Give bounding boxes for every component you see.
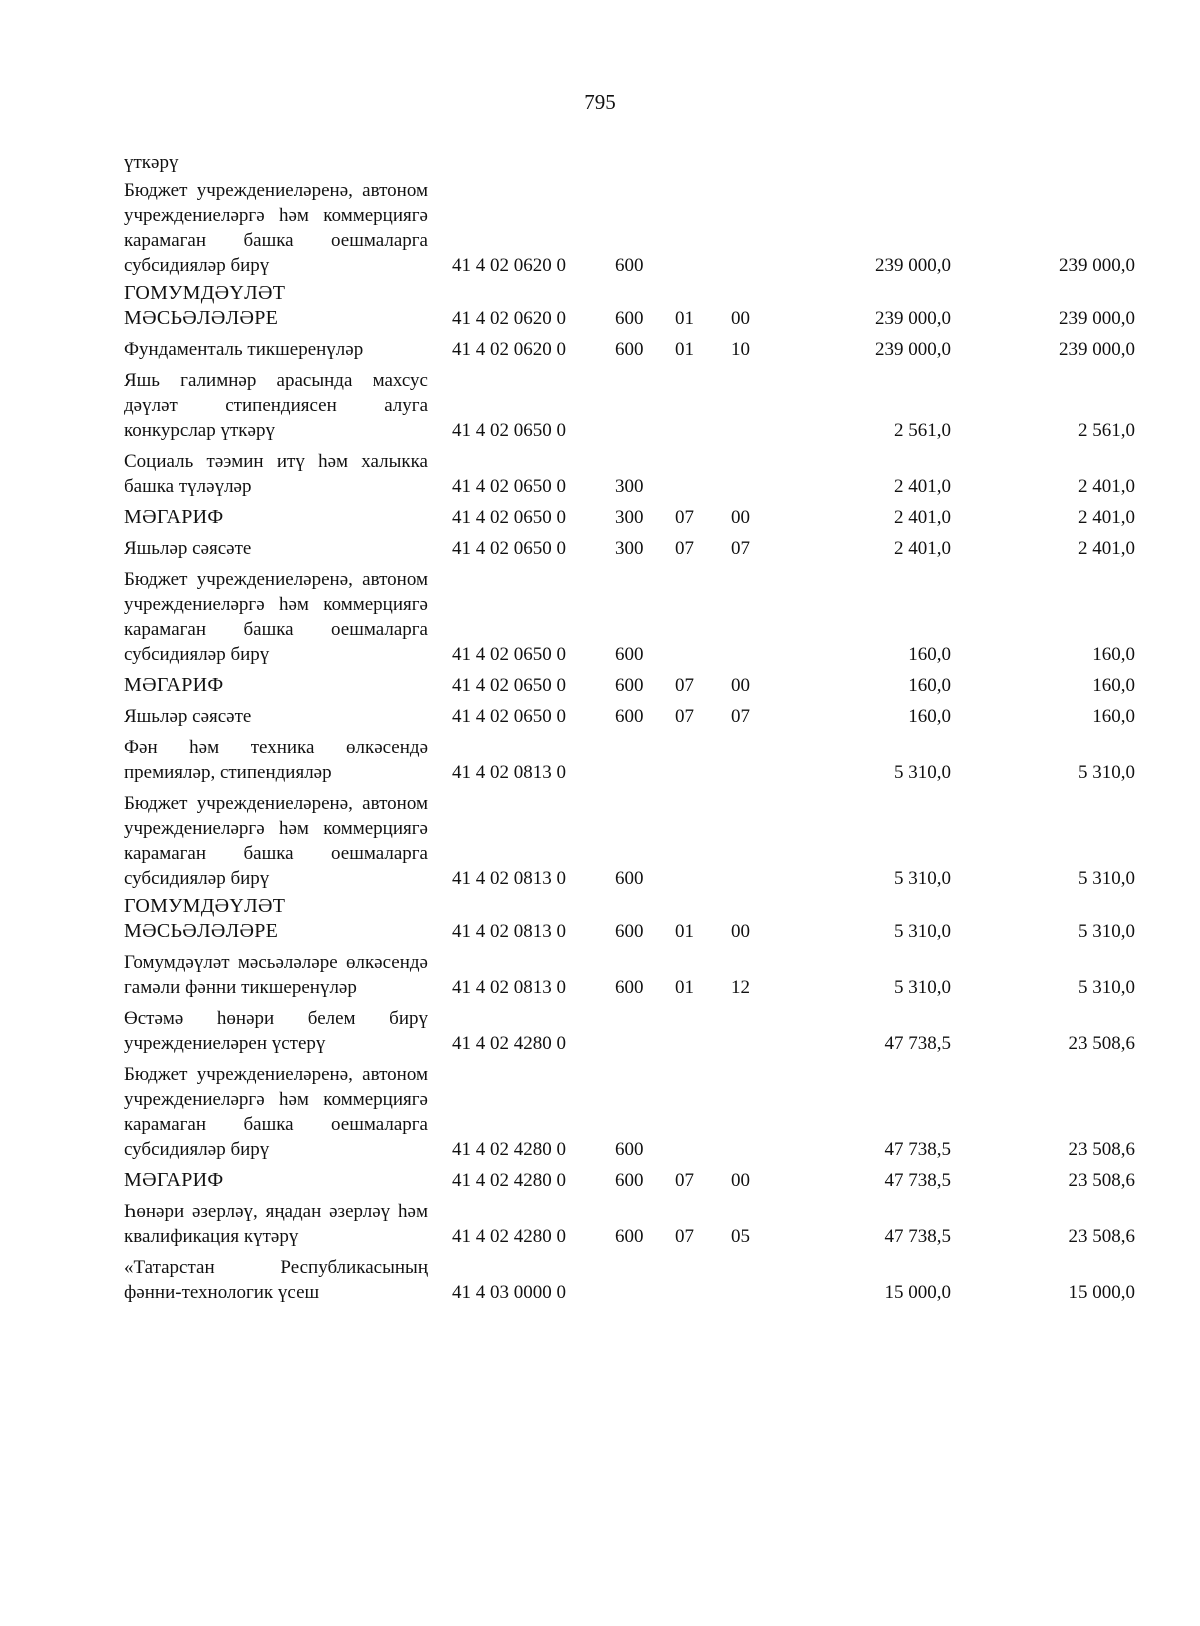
row-name: Өстәмә һөнәри белем бирү учреждениеләрен үстерү xyxy=(124,1008,428,1054)
row-section: 07 xyxy=(675,507,694,528)
row-sum-2: 239 000,0 xyxy=(1059,308,1135,329)
row-sum-2: 239 000,0 xyxy=(1059,255,1135,276)
row-code: 41 4 02 0650 0 xyxy=(452,644,566,665)
row-code: 41 4 02 4280 0 xyxy=(452,1226,566,1247)
row-expense-type: 600 xyxy=(615,1226,644,1247)
table-row xyxy=(124,791,1135,891)
table-row xyxy=(124,505,1135,530)
row-code: 41 4 02 0813 0 xyxy=(452,977,566,998)
row-expense-type: 600 xyxy=(615,868,644,889)
row-expense-type: 600 xyxy=(615,255,644,276)
row-code: 41 4 02 4280 0 xyxy=(452,1139,566,1160)
row-code: 41 4 02 0650 0 xyxy=(452,476,566,497)
table-row xyxy=(124,1255,1135,1305)
row-subsection: 00 xyxy=(731,675,750,696)
row-sum-2: 5 310,0 xyxy=(1078,868,1135,889)
row-section: 01 xyxy=(675,977,694,998)
row-sum-2: 15 000,0 xyxy=(1068,1282,1135,1303)
page-number: 795 xyxy=(584,90,616,114)
row-code: 41 4 02 4280 0 xyxy=(452,1170,566,1191)
row-sum-2: 2 561,0 xyxy=(1078,420,1135,441)
row-sum-1: 5 310,0 xyxy=(894,868,951,889)
row-subsection: 07 xyxy=(731,538,750,559)
row-sum-1: 239 000,0 xyxy=(875,255,951,276)
row-name: МӘГАРИФ xyxy=(124,506,224,528)
row-expense-type: 600 xyxy=(615,977,644,998)
row-name: Бюджет учреждениеләренә, автоном учреждениеләргә һәм коммерциягә карамаган башка оешмаларга субсидияләр бирү xyxy=(124,793,428,889)
row-code: 41 4 02 0650 0 xyxy=(452,706,566,727)
row-sum-1: 5 310,0 xyxy=(894,977,951,998)
row-sum-2: 23 508,6 xyxy=(1068,1226,1135,1247)
row-sum-1: 5 310,0 xyxy=(894,762,951,783)
row-code: 41 4 02 0620 0 xyxy=(452,255,566,276)
row-expense-type: 600 xyxy=(615,1170,644,1191)
table-row xyxy=(124,1168,1135,1193)
row-expense-type: 600 xyxy=(615,308,644,329)
table-row xyxy=(124,673,1135,698)
row-code: 41 4 02 0813 0 xyxy=(452,762,566,783)
row-sum-2: 23 508,6 xyxy=(1068,1170,1135,1191)
row-name: Социаль тәэмин итү һәм халыкка башка түләүләр xyxy=(124,451,428,497)
row-expense-type: 600 xyxy=(615,644,644,665)
table-row xyxy=(124,536,1135,561)
row-name: Гомумдәүләт мәсьәләләре өлкәсендә гамәли фәнни тикшеренүләр xyxy=(124,952,428,998)
row-subsection: 10 xyxy=(731,339,750,360)
row-section: 01 xyxy=(675,921,694,942)
row-code: 41 4 02 0620 0 xyxy=(452,339,566,360)
row-sum-2: 5 310,0 xyxy=(1078,762,1135,783)
table-row xyxy=(124,281,1135,331)
budget-table xyxy=(124,150,1135,1305)
row-section: 07 xyxy=(675,1170,694,1191)
row-sum-1: 47 738,5 xyxy=(884,1139,951,1160)
row-subsection: 12 xyxy=(731,977,750,998)
row-name: «Татарстан Республикасының фәнни-технологик үсеш xyxy=(124,1257,428,1303)
row-name: Яшьләр сәясәте xyxy=(124,706,252,727)
table-row xyxy=(124,704,1135,729)
row-expense-type: 300 xyxy=(615,507,644,528)
row-sum-1: 160,0 xyxy=(908,706,951,727)
row-sum-1: 2 401,0 xyxy=(894,476,951,497)
row-expense-type: 600 xyxy=(615,675,644,696)
row-expense-type: 600 xyxy=(615,1139,644,1160)
row-sum-1: 15 000,0 xyxy=(884,1282,951,1303)
row-sum-2: 160,0 xyxy=(1092,675,1135,696)
row-name: Һөнәри әзерләү, яңадан әзерләү һәм квалификация күтәрү xyxy=(124,1201,428,1247)
row-subsection: 00 xyxy=(731,921,750,942)
row-sum-2: 2 401,0 xyxy=(1078,538,1135,559)
row-name: Бюджет учреждениеләренә, автоном учреждениеләргә һәм коммерциягә карамаган башка оешмаларга субсидияләр бирү xyxy=(124,569,428,665)
row-name: ГОМУМДӘҮЛӘТ МӘСЬӘЛӘЛӘРЕ xyxy=(124,895,286,942)
table-row xyxy=(124,735,1135,785)
row-section: 01 xyxy=(675,308,694,329)
row-expense-type: 300 xyxy=(615,538,644,559)
row-section: 07 xyxy=(675,1226,694,1247)
table-row xyxy=(124,150,1120,175)
row-code: 41 4 03 0000 0 xyxy=(452,1282,566,1303)
row-sum-1: 239 000,0 xyxy=(875,308,951,329)
row-sum-1: 2 401,0 xyxy=(894,538,951,559)
row-sum-1: 160,0 xyxy=(908,675,951,696)
row-section: 07 xyxy=(675,675,694,696)
row-name: МӘГАРИФ xyxy=(124,674,224,696)
row-code: 41 4 02 0620 0 xyxy=(452,308,566,329)
row-sum-2: 239 000,0 xyxy=(1059,339,1135,360)
row-name: Яшьләр сәясәте xyxy=(124,538,252,559)
row-code: 41 4 02 0650 0 xyxy=(452,675,566,696)
table-row xyxy=(124,337,1135,362)
row-name: ГОМУМДӘҮЛӘТ МӘСЬӘЛӘЛӘРЕ xyxy=(124,282,286,329)
row-sum-1: 239 000,0 xyxy=(875,339,951,360)
row-subsection: 00 xyxy=(731,507,750,528)
row-code: 41 4 02 0650 0 xyxy=(452,507,566,528)
row-sum-1: 47 738,5 xyxy=(884,1033,951,1054)
row-expense-type: 600 xyxy=(615,706,644,727)
row-subsection: 05 xyxy=(731,1226,750,1247)
table-row xyxy=(124,368,1135,443)
row-sum-1: 160,0 xyxy=(908,644,951,665)
row-sum-2: 23 508,6 xyxy=(1068,1033,1135,1054)
row-sum-2: 5 310,0 xyxy=(1078,977,1135,998)
row-sum-2: 2 401,0 xyxy=(1078,507,1135,528)
row-subsection: 00 xyxy=(731,308,750,329)
row-subsection: 00 xyxy=(731,1170,750,1191)
row-subsection: 07 xyxy=(731,706,750,727)
row-sum-1: 2 401,0 xyxy=(894,507,951,528)
table-row xyxy=(124,1062,1135,1162)
row-expense-type: 300 xyxy=(615,476,644,497)
table-row xyxy=(124,894,1135,944)
row-sum-1: 47 738,5 xyxy=(884,1170,951,1191)
row-section: 01 xyxy=(675,339,694,360)
row-code: 41 4 02 0813 0 xyxy=(452,921,566,942)
table-row xyxy=(124,567,1135,667)
row-code: 41 4 02 0650 0 xyxy=(452,538,566,559)
row-name: Фән һәм техника өлкәсендә премияләр, стипендияләр xyxy=(124,737,428,783)
row-sum-2: 2 401,0 xyxy=(1078,476,1135,497)
row-expense-type: 600 xyxy=(615,921,644,942)
row-sum-2: 160,0 xyxy=(1092,644,1135,665)
table-row xyxy=(124,178,1135,278)
row-section: 07 xyxy=(675,706,694,727)
row-sum-1: 5 310,0 xyxy=(894,921,951,942)
row-code: 41 4 02 0813 0 xyxy=(452,868,566,889)
row-section: 07 xyxy=(675,538,694,559)
row-name: үткәрү xyxy=(124,152,179,173)
row-sum-1: 2 561,0 xyxy=(894,420,951,441)
row-sum-1: 47 738,5 xyxy=(884,1226,951,1247)
row-expense-type: 600 xyxy=(615,339,644,360)
row-sum-2: 5 310,0 xyxy=(1078,921,1135,942)
row-name: Яшь галимнәр арасында махсус дәүләт стипендиясен алуга конкурслар үткәрү xyxy=(124,370,428,441)
row-name: Бюджет учреждениеләренә, автоном учреждениеләргә һәм коммерциягә карамаган башка оешмаларга субсидияләр бирү xyxy=(124,180,428,276)
row-name: Фундаменталь тикшеренүләр xyxy=(124,339,364,360)
table-row xyxy=(124,950,1135,1000)
row-code: 41 4 02 4280 0 xyxy=(452,1033,566,1054)
row-name: МӘГАРИФ xyxy=(124,1169,224,1191)
row-code: 41 4 02 0650 0 xyxy=(452,420,566,441)
row-name: Бюджет учреждениеләренә, автоном учреждениеләргә һәм коммерциягә карамаган башка оешмаларга субсидияләр бирү xyxy=(124,1064,428,1160)
table-row xyxy=(124,449,1135,499)
table-row xyxy=(124,1006,1135,1056)
row-sum-2: 160,0 xyxy=(1092,706,1135,727)
row-sum-2: 23 508,6 xyxy=(1068,1139,1135,1160)
table-row xyxy=(124,1199,1135,1249)
